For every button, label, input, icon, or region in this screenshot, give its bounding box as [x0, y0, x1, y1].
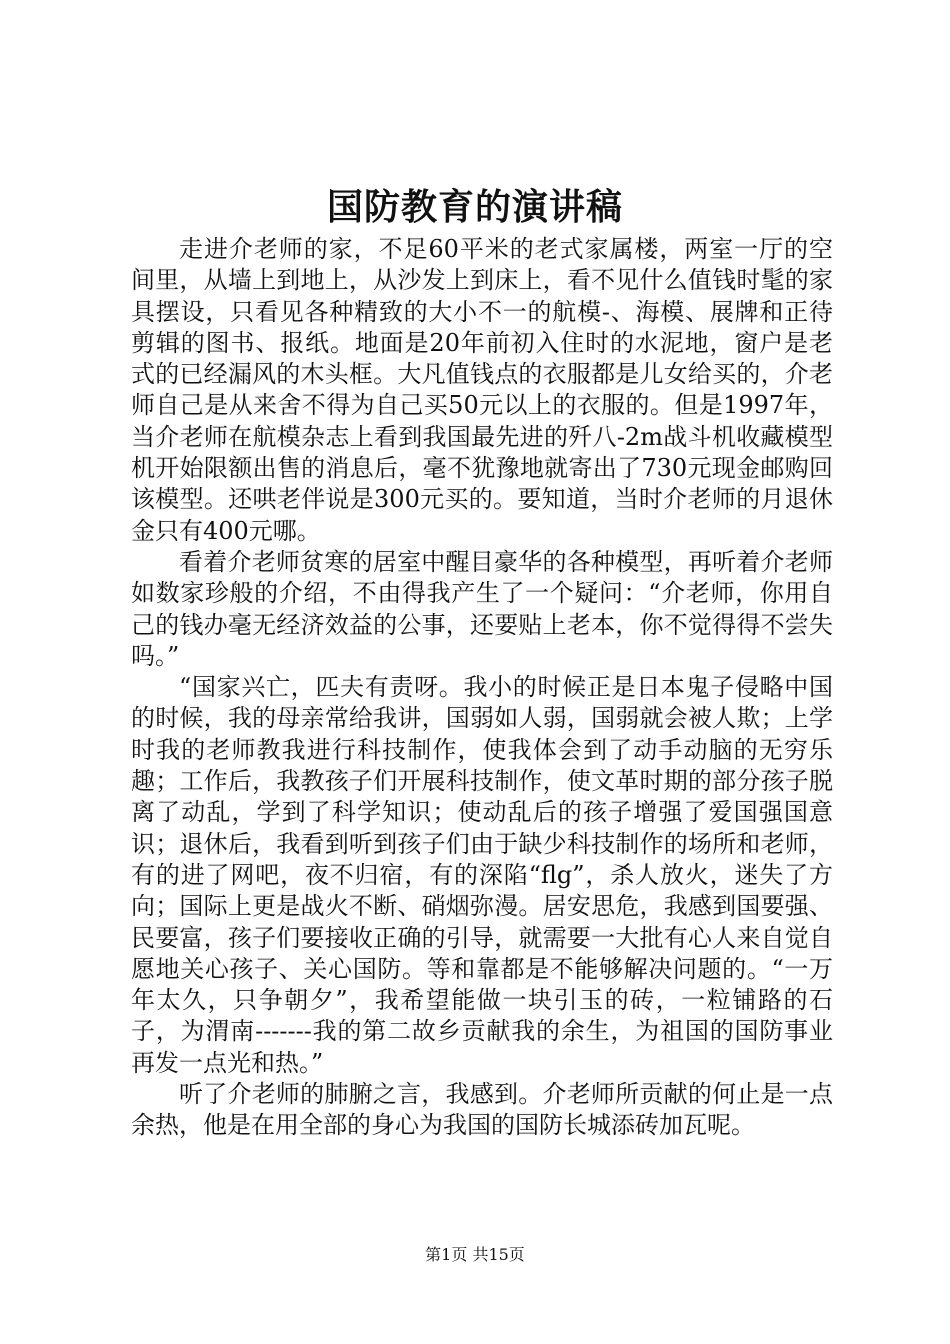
paragraph-3: “国家兴亡，匹夫有责呀。我小的时候正是日本鬼子侵略中国的时候，我的母亲常给我讲，国弱如人弱，国弱就会被人欺；上学时我的老师教我进行科技制作，使我体会到了动手动脑的无穷乐趣；工作后，我教孩子们开展科技制作，使文革时期的部分孩子脱离了动乱，学到了科学知识；使动乱后的孩子增强了爱国强国意识；退休后，我看到听到孩子们由于缺少科技制作的场所和老师，有的进了网吧，夜不归宿，有的深陷“flg”，杀人放火，迷失了方向；国际上更是战火不断、硝烟弥漫。居安思危，我感到国要强、民要富，孩子们要接收正确的引导，就需要一大批有心人来自觉自愿地关心孩子、关心国防。等和靠都是不能够解决问题的。“一万年太久，只争朝夕”，我希望能做一块引玉的砖，一粒铺路的石子，为渭南-------我的第二故乡贡献我的余生，为祖国的国防事业再发一点光和热。”: [131, 673, 833, 1077]
paragraph-1: 走进介老师的家，不足60平米的老式家属楼，两室一厅的空间里，从墙上到地上，从沙发上到床上，看不见什么值钱时髦的家具摆设，只看见各种精致的大小不一的航模-、海模、展牌和正待剪辑的图书、报纸。地面是20年前初入住时的水泥地，窗户是老式的已经漏风的木头框。大凡值钱点的衣服都是儿女给买的，介老师自己是从来舍不得为自己买50元以上的衣服的。但是1997年，当介老师在航模杂志上看到我国最先进的歼八-2m战斗机收藏模型机开始限额出售的消息后，毫不犹豫地就寄出了730元现金邮购回该模型。还哄老伴说是300元买的。要知道，当时介老师的月退休金只有400元哪。: [131, 235, 833, 545]
document-body: [131, 234, 833, 1142]
paragraph-4: 听了介老师的肺腑之言，我感到。介老师所贡献的何止是一点余热，他是在用全部的身心为我国的国防长城添砖加瓦呢。: [131, 1080, 833, 1140]
document-title: 国防教育的演讲稿: [326, 186, 623, 228]
page-footer: 第1页 共15页: [425, 1245, 525, 1264]
paragraph-2: 看着介老师贫寒的居室中醒目豪华的各种模型，再听着介老师如数家珍般的介绍，不由得我产生了一个疑问：“介老师，你用自己的钱办毫无经济效益的公事，还要贴上老本，你不觉得得不尝失吗。”: [131, 547, 833, 670]
